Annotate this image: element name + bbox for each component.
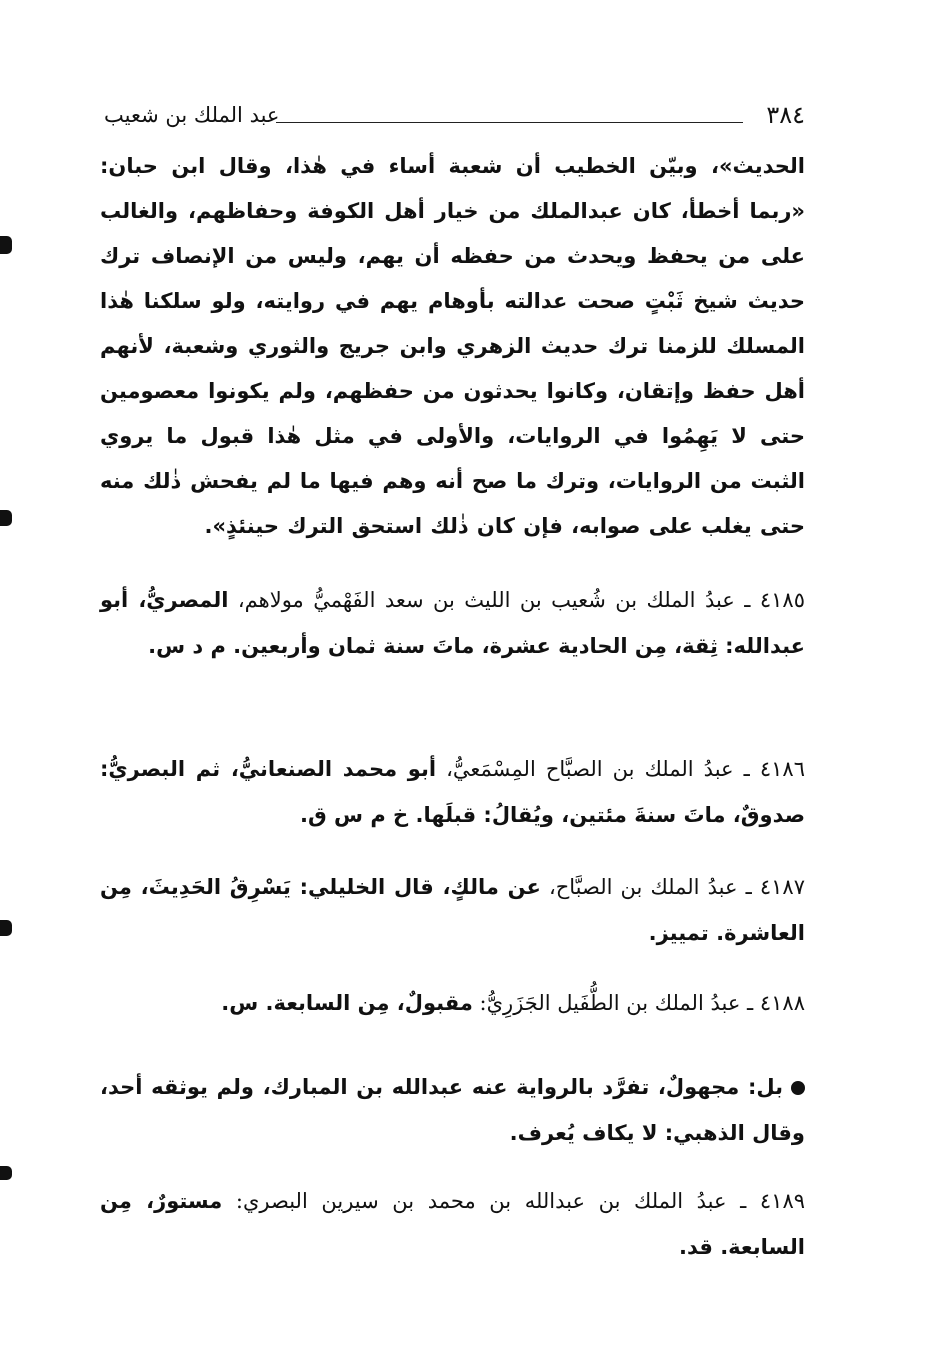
page-header [100, 100, 805, 134]
entry-4185 [100, 577, 805, 669]
entry-name: عبدُ الملك بن الطُّفَيل الجَزَرِيُّ: [479, 991, 741, 1015]
main-paragraph: الحديث»، وبيّن الخطيب أن شعبة أساء في هٰذا، وقال ابن حبان: «ربما أخطأ، كان عبدالملك من خيار أهل الكوفة وحفاظهم، والغالب على من يحفظ ويحدث من حفظه أن يهم، وليس من الإنصاف ترك حديث شيخ ثَبْتٍ صحت عدالته بأوهام يهم في روايته، ولو سلكنا هٰذا المسلك للزمنا ترك حديث الزهري وابن جريج والثوري وشعبة، لأنهم أهل حفظ وإتقان، وكانوا يحدثون من حفظهم، ولم يكونوا معصومين حتى لا يَهِمُوا في الروايات، والأولى في مثل هٰذا قبول ما يروي الثبت من الروايات، وترك ما صح أنه وهم فيها ما لم يفحش ذٰلك منه حتى يغلب على صوابه، فإن كان ذٰلك استحق الترك حينئذٍ». [100, 154, 805, 538]
entry-4186 [100, 746, 805, 838]
entry-text: عن مالكٍ، قال الخليلي: يَسْرِقُ الحَدِيثَ، مِن العاشرة. تمييز. [100, 875, 805, 945]
editor-note [100, 1064, 805, 1156]
page-number: ٣٨٤ [766, 101, 805, 129]
entry-name: عبدُ الملك بن الصبَّاح المِسْمَعيُّ، [446, 757, 734, 781]
entry-number: ٤١٨٩ [759, 1189, 806, 1213]
entry-name: عبدُ الملك بن الصبَّاح، [548, 875, 738, 899]
entry-name: عبدُ الملك بن شُعيب بن الليث بن سعد الفَهْميُّ مولاهم، [237, 588, 735, 612]
scan-edge-mark [0, 236, 12, 254]
entry-4189 [100, 1178, 805, 1270]
scan-edge-mark [0, 920, 12, 936]
entry-dash: ـ [740, 991, 754, 1015]
scan-edge-mark [0, 510, 12, 526]
entry-dash: ـ [726, 1189, 747, 1213]
entry-4187 [100, 864, 805, 956]
entry-text: مقبولٌ، مِن السابعة. س. [221, 991, 473, 1015]
scan-edge-mark [0, 1166, 12, 1180]
running-title: عبد الملك بن شعيب [104, 103, 280, 127]
entry-dash: ـ [734, 588, 751, 612]
entry-text: مستورٌ، مِن السابعة. قد. [100, 1189, 805, 1259]
entry-dash: ـ [737, 875, 752, 899]
entry-number: ٤١٨٥ [759, 588, 805, 612]
entry-number: ٤١٨٨ [759, 991, 805, 1015]
header-rule [276, 122, 743, 123]
entry-text: أبو محمد الصنعانيُّ، ثم البصريُّ: صدوقٌ، ماتَ سنةَ مئتين، ويُقالُ: قبلَها. خ م س ق. [100, 757, 805, 827]
note-text: بل: مجهولٌ، تفرَّد بالرواية عنه عبدالله بن المبارك، ولم يوثقه أحد، وقال الذهبي: لا يكاف يُعرف. [100, 1075, 805, 1145]
bullet-icon [791, 1081, 805, 1095]
entry-dash: ـ [733, 757, 750, 781]
entry-text: المصريُّ، أبو عبدالله: ثِقة، مِن الحادية عشرة، ماتَ سنة ثمان وأربعين. م د س. [100, 588, 805, 658]
entry-name: عبدُ الملك بن عبدالله بن محمد بن سيرين البصري: [235, 1189, 727, 1213]
entry-4188 [100, 980, 805, 1026]
entry-number: ٤١٨٦ [759, 757, 805, 781]
entry-number: ٤١٨٧ [759, 875, 805, 899]
